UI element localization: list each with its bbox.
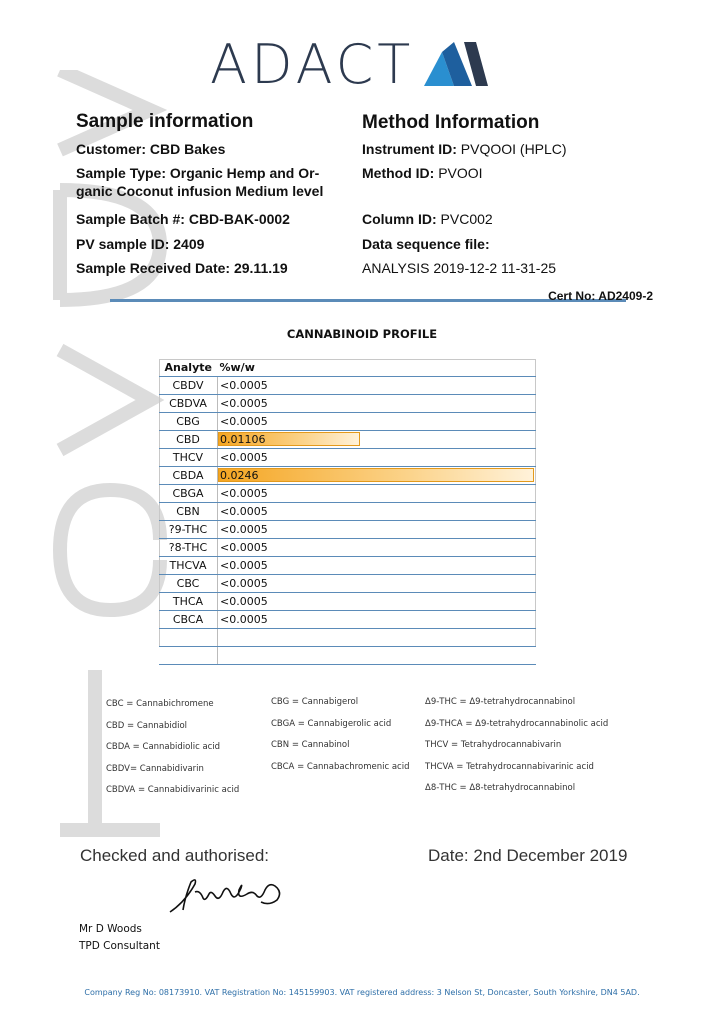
column-line xyxy=(362,210,493,228)
value-cell xyxy=(218,467,537,485)
customer-line xyxy=(76,140,225,158)
table-row xyxy=(159,431,536,449)
value-cell: <0.0005 xyxy=(218,557,537,575)
adact-logo xyxy=(210,34,488,94)
profile-title: CANNABINOID PROFILE xyxy=(286,327,438,341)
value-bar xyxy=(218,468,534,482)
legend-col-3 xyxy=(425,697,608,805)
legend-item: CBDVA = Cannabidivarinic acid xyxy=(106,785,240,795)
analyte-cell xyxy=(159,629,218,647)
table-row xyxy=(159,377,536,395)
cert-number: Cert No: AD2409-2 xyxy=(548,289,653,303)
analyte-cell: THCV xyxy=(159,449,218,467)
column-value: PVC002 xyxy=(440,211,493,227)
col-analyte-header: Analyte xyxy=(159,359,218,377)
column-label: Column ID: xyxy=(362,211,437,227)
value-text: 0.01106 xyxy=(220,433,266,446)
legend-col-1 xyxy=(106,699,239,807)
analyte-cell: CBDVA xyxy=(159,395,218,413)
logo-mark-icon xyxy=(424,42,488,86)
analyte-cell: ?8-THC xyxy=(159,539,218,557)
signatory-role: TPD Consultant xyxy=(79,940,160,952)
value-cell xyxy=(218,431,537,449)
table-row xyxy=(159,485,536,503)
table-row xyxy=(159,395,536,413)
company-footer: Company Reg No: 08173910. VAT Registration No: 145159903. VAT registered address: 3 Nelson St, Doncaster, South Yorkshire, DN4 5AD. xyxy=(84,988,640,997)
value-cell xyxy=(218,647,537,665)
sample-type-label: Sample Type: Organic Hemp and Or- xyxy=(76,165,320,181)
analyte-cell: CBCA xyxy=(159,611,218,629)
value-text: 0.0246 xyxy=(220,469,259,482)
pv-label: PV sample ID: xyxy=(76,236,170,252)
legend-item: CBD = Cannabidiol xyxy=(106,720,188,731)
legend-item: CBN = Cannabinol xyxy=(271,740,350,750)
method-value: PVOOI xyxy=(438,165,483,181)
pv-line xyxy=(76,235,204,253)
value-cell: <0.0005 xyxy=(218,503,537,521)
legend-item: CBGA = Cannabigerolic acid xyxy=(271,718,392,729)
analyte-cell: ?9-THC xyxy=(159,521,218,539)
table-row xyxy=(159,467,536,485)
report-date: Date: 2nd December 2019 xyxy=(428,846,628,865)
table-row xyxy=(159,611,536,629)
legend-item: CBC = Cannabichromene xyxy=(106,699,214,709)
value-cell: <0.0005 xyxy=(218,611,537,629)
method-label: Method ID: xyxy=(362,165,435,181)
legend-item: THCV = Tetrahydrocannabivarin xyxy=(425,740,562,750)
value-cell: <0.0005 xyxy=(218,539,537,557)
table-row xyxy=(159,575,536,593)
pv-value: 2409 xyxy=(173,236,205,252)
table-row xyxy=(159,413,536,431)
legend-item: Δ8-THC = Δ8-tetrahydrocannabinol xyxy=(425,783,576,793)
table-row xyxy=(159,449,536,467)
table-row xyxy=(159,557,536,575)
legend-item: CBG = Cannabigerol xyxy=(271,697,359,707)
legend-item: Δ9-THC = Δ9-tetrahydrocannabinol xyxy=(425,697,576,707)
analyte-cell: THCA xyxy=(159,593,218,611)
analyte-cell: CBN xyxy=(159,503,218,521)
analyte-cell: CBDA xyxy=(159,467,218,485)
sequence-line xyxy=(362,235,490,253)
analyte-cell: CBGA xyxy=(159,485,218,503)
analyte-cell: CBG xyxy=(159,413,218,431)
legend-item: CBCA = Cannabachromenic acid xyxy=(271,761,410,772)
checked-authorised-label: Checked and authorised: xyxy=(80,846,270,865)
legend-item: THCVA = Tetrahydrocannabivarinic acid xyxy=(425,761,594,772)
table-row xyxy=(159,503,536,521)
signature-image xyxy=(165,872,295,917)
col-value-header: %w/w xyxy=(218,359,537,377)
cannabinoid-table xyxy=(159,359,536,665)
analyte-cell: CBD xyxy=(159,431,218,449)
signatory xyxy=(79,921,160,955)
received-value: 29.11.19 xyxy=(233,260,288,276)
sample-info-heading: Sample information xyxy=(76,111,254,132)
analyte-cell: THCVA xyxy=(159,557,218,575)
value-cell: <0.0005 xyxy=(218,593,537,611)
analyte-cell: CBDV xyxy=(159,377,218,395)
legend-item: Δ9-THCA = Δ9-tetrahydrocannabinolic acid xyxy=(425,718,609,729)
instrument-line xyxy=(362,140,567,158)
sample-type-line xyxy=(76,164,323,200)
method-info-heading: Method Information xyxy=(362,112,540,133)
legend-col-2 xyxy=(271,697,409,783)
sequence-value: ANALYSIS 2019-12-2 11-31-25 xyxy=(362,260,557,276)
batch-label: Sample Batch #: xyxy=(76,211,185,227)
value-cell: <0.0005 xyxy=(218,521,537,539)
table-row xyxy=(159,539,536,557)
value-cell: <0.0005 xyxy=(218,485,537,503)
value-cell: <0.0005 xyxy=(218,377,537,395)
legend-item: CBDV= Cannabidivarin xyxy=(106,763,204,774)
legend-item: CBDA = Cannabidiolic acid xyxy=(106,742,221,752)
customer-label: Customer: xyxy=(76,141,147,157)
table-row xyxy=(159,521,536,539)
received-label: Sample Received Date: xyxy=(76,260,231,276)
value-cell: <0.0005 xyxy=(218,395,537,413)
sample-type-value: ganic Coconut infusion Medium level xyxy=(76,183,324,199)
value-cell: <0.0005 xyxy=(218,575,537,593)
batch-line xyxy=(76,210,290,228)
batch-value: CBD-BAK-0002 xyxy=(188,211,290,227)
table-row xyxy=(159,647,536,665)
value-cell: <0.0005 xyxy=(218,449,537,467)
logo-wordmark: ADACT xyxy=(210,32,415,96)
received-line xyxy=(76,259,288,277)
instrument-label: Instrument ID: xyxy=(362,141,457,157)
analyte-cell xyxy=(159,647,218,665)
instrument-value: PVQOOI (HPLC) xyxy=(460,141,567,157)
value-cell xyxy=(218,629,537,647)
signatory-name: Mr D Woods xyxy=(79,923,142,935)
method-line xyxy=(362,164,483,182)
customer-value: CBD Bakes xyxy=(149,141,226,157)
analyte-cell: CBC xyxy=(159,575,218,593)
sequence-label: Data sequence file: xyxy=(362,236,490,252)
table-row xyxy=(159,629,536,647)
table-row xyxy=(159,593,536,611)
value-cell: <0.0005 xyxy=(218,413,537,431)
cannabinoid-rows xyxy=(159,377,536,665)
table-header-row xyxy=(159,359,536,377)
